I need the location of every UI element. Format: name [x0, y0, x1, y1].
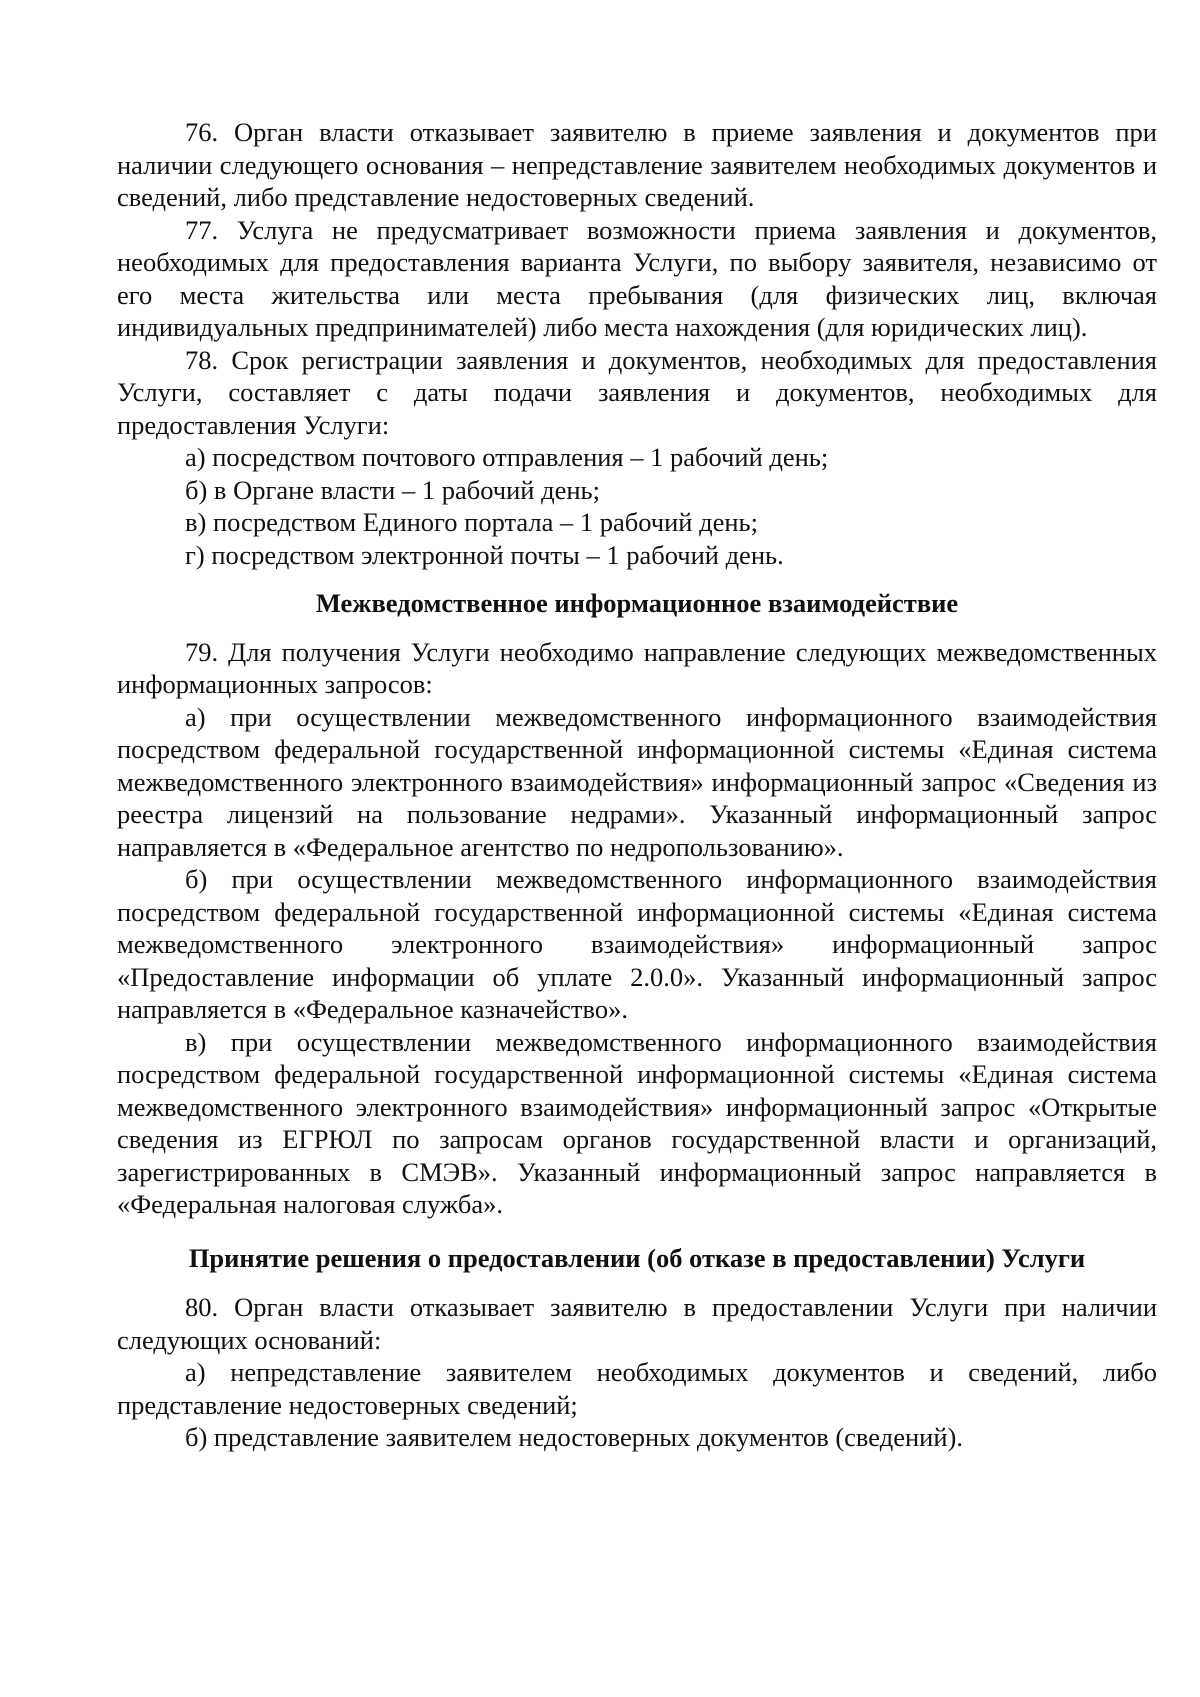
paragraph-79-c: в) при осуществлении межведомственного информационного взаимодействия посредством федеральной государственной информационной системы «Единая система межведомственного электронного взаимодействия» информационный запрос «Открытые сведения из ЕГРЮЛ по запросам органов государственной власти и организаций, зарегистрированных в СМЭВ». Указанный информационный запрос направляется в «Федеральная налоговая служба». — [117, 1026, 1157, 1219]
paragraph-80-b: б) представление заявителем недостоверных документов (сведений). — [185, 1422, 963, 1452]
paragraph-78-d: г) посредством электронной почты – 1 рабочий день. — [185, 539, 784, 570]
paragraph-79-a: а) при осуществлении межведомственного информационного взаимодействия посредством федеральной государственной информационной системы «Единая система межведомственного электронного взаимодействия» информационный запрос «Сведения из реестра лицензий на пользование недрами». Указанный информационный запрос направляется в «Федеральное агентство по недропользованию». — [117, 701, 1157, 862]
paragraph-80-a: а) непредставление заявителем необходимых документов и сведений, либо представление недостоверных сведений; — [117, 1357, 1157, 1420]
paragraph-80: 80. Орган власти отказывает заявителю в предоставлении Услуги при наличии следующих оснований: — [117, 1292, 1157, 1355]
document-page — [117, 116, 1157, 1454]
paragraph-79-b: б) при осуществлении межведомственного информационного взаимодействия посредством федеральной государственной информационной системы «Единая система межведомственного электронного взаимодействия» информационный запрос «Предоставление информации об уплате 2.0.0». Указанный информационный запрос направляется в «Федеральное казначейство». — [117, 864, 1157, 1024]
paragraph-78-c: в) посредством Единого портала – 1 рабочий день; — [185, 507, 758, 537]
paragraph-78: 78. Срок регистрации заявления и документов, необходимых для предоставления Услуги, составляет с даты подачи заявления и документов, необходимых для предоставления Услуги: — [117, 344, 1157, 440]
section-heading-decision: Принятие решения о предоставлении (об отказе в предоставлении) Услуги — [188, 1242, 1086, 1273]
section-heading-interagency: Межведомственное информационное взаимодействие — [315, 588, 959, 618]
paragraph-77: 77. Услуга не предусматривает возможности приема заявления и документов, необходимых для предоставления варианта Услуги, по выбору заявителя, независимо от его места жительства или места пребывания (для физических лиц, включая индивидуальных предпринимателей) либо места нахождения (для юридических лиц). — [117, 214, 1157, 342]
paragraph-79: 79. Для получения Услуги необходимо направление следующих межведомственных информационных запросов: — [117, 636, 1157, 699]
paragraph-78-b: б) в Органе власти – 1 рабочий день; — [185, 474, 600, 505]
paragraph-78-a: а) посредством почтового отправления – 1 рабочий день; — [185, 442, 829, 472]
paragraph-76: 76. Орган власти отказывает заявителю в приеме заявления и документов при наличии следующего основания – непредставление заявителем необходимых документов и сведений, либо представление недостоверных сведений. — [117, 117, 1157, 212]
